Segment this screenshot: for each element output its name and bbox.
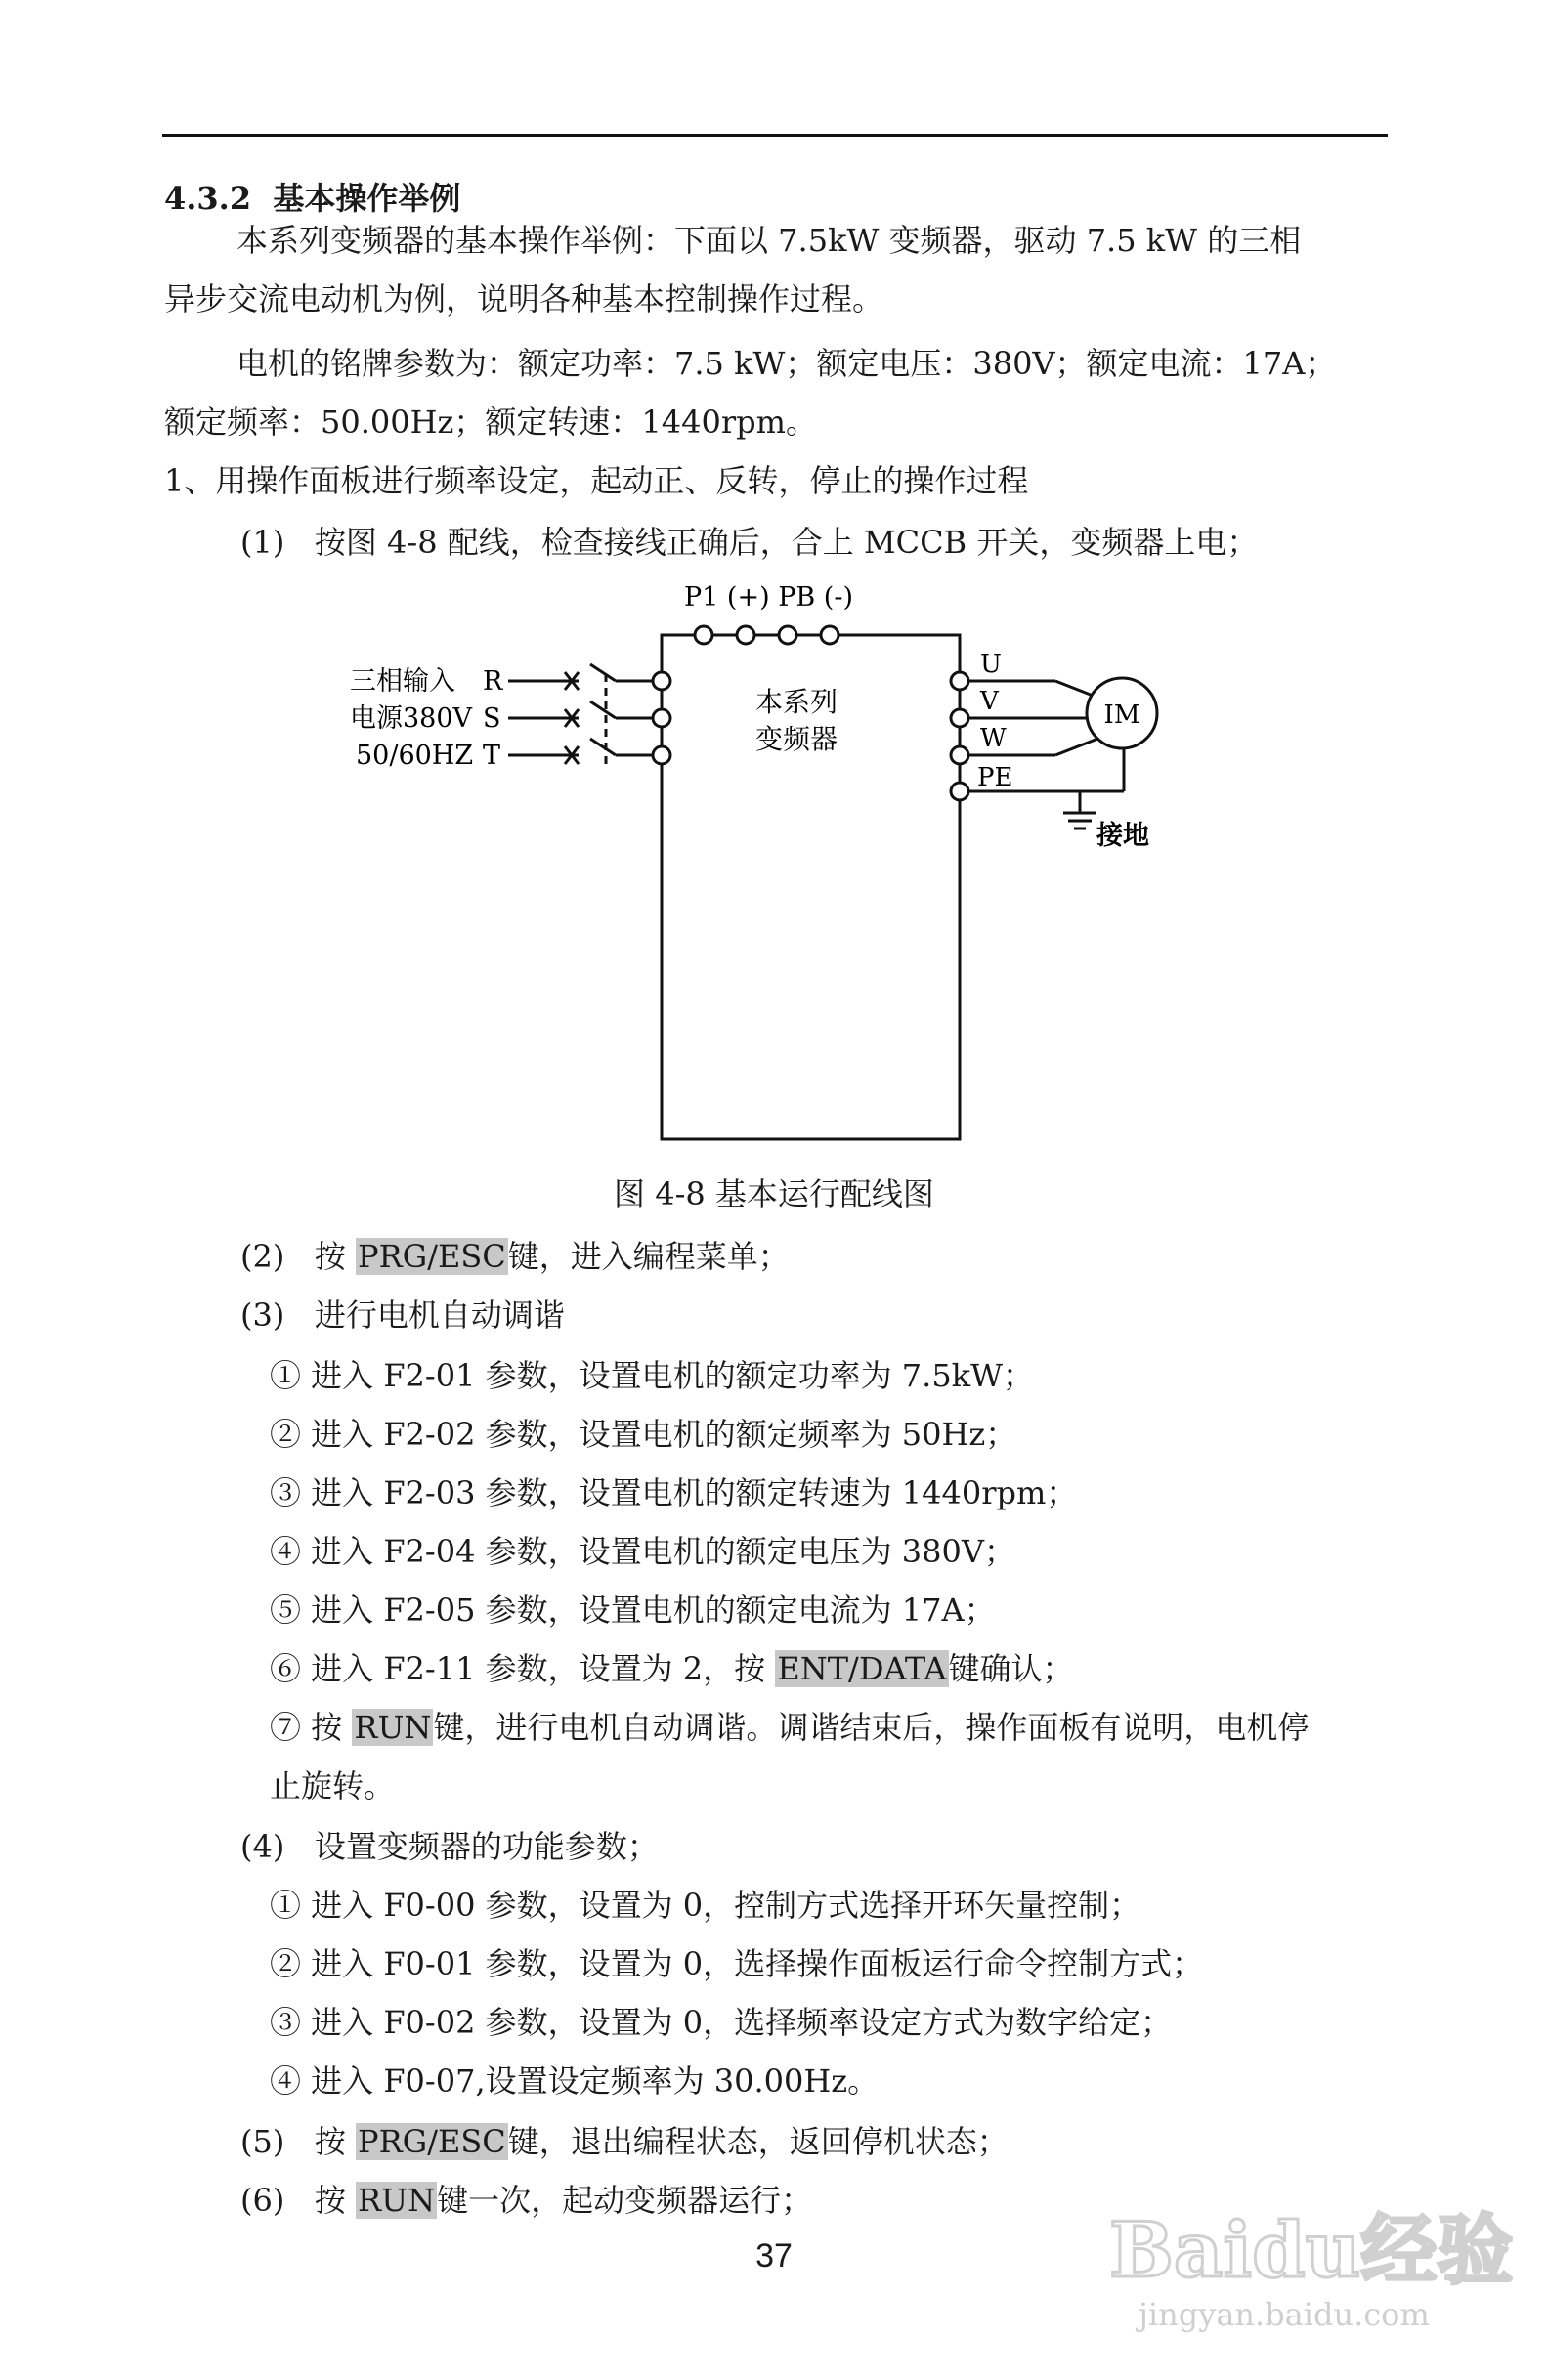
- list-item: [270, 1708, 1309, 1747]
- step-number: (1): [240, 524, 285, 561]
- step-text: 按: [314, 2182, 346, 2219]
- list-item: ③ 进入 F0-02 参数，设置为 0，选择频率设定方式为数字给定；: [270, 2004, 1173, 2041]
- step-number: (5): [240, 2123, 285, 2160]
- out-u-label: U: [980, 650, 1002, 679]
- step-3: [240, 1296, 565, 1335]
- step-text: 键，退出编程状态，返回停机状态；: [507, 2123, 1009, 2160]
- prg-esc-key: PRG/ESC: [358, 1238, 506, 1275]
- step-text: 按图 4-8 配线，检查接线正确后，合上 MCCB 开关，变频器上电；: [314, 524, 1259, 561]
- phase-r-label: R: [483, 666, 503, 697]
- step-text: 按: [314, 2123, 346, 2160]
- terminal-u: [951, 672, 968, 690]
- terminal-t: [653, 746, 670, 764]
- terminal-w: [951, 746, 968, 764]
- run-key: RUN: [354, 1709, 432, 1746]
- step-number: (2): [240, 1238, 285, 1275]
- prg-esc-key: PRG/ESC: [358, 2123, 506, 2160]
- list-item: [270, 1649, 1074, 1688]
- subsection-title: 1、用操作面板进行频率设定，起动正、反转，停止的操作过程: [164, 462, 1029, 499]
- step-text: 键，进入编程菜单；: [507, 1238, 790, 1275]
- list-item: ④ 进入 F2-04 参数，设置电机的额定电压为 380V；: [270, 1533, 1015, 1570]
- out-w-label: W: [980, 724, 1007, 753]
- step-text: ⑥ 进入 F2-11 参数，设置为 2，按: [270, 1650, 766, 1687]
- step-4: [240, 1827, 659, 1866]
- list-item: ① 进入 F0-00 参数，设置为 0，控制方式选择开环矢量控制；: [270, 1887, 1141, 1924]
- out-v-label: V: [980, 687, 999, 716]
- step-text: 键，进行电机自动调谐。调谐结束后，操作面板有说明，电机停: [433, 1709, 1310, 1746]
- step-5: [240, 2122, 1009, 2161]
- intro-line: 异步交流电动机为例，说明各种基本控制操作过程。: [164, 280, 884, 318]
- list-item: ② 进入 F0-01 参数，设置为 0，选择操作面板运行命令控制方式；: [270, 1945, 1204, 1982]
- wiring-diagram: [0, 0, 1548, 1172]
- terminal-s: [653, 709, 670, 727]
- figure-caption: 图 4-8 基本运行配线图: [614, 1175, 934, 1212]
- step-text: 键确认；: [948, 1650, 1074, 1687]
- phase-t-label: T: [483, 741, 501, 771]
- step-text: 设置变频器的功能参数；: [314, 1828, 659, 1865]
- step-text: 按: [314, 1238, 346, 1275]
- list-item-continuation: 止旋转。: [270, 1767, 396, 1805]
- step-number: (6): [240, 2182, 285, 2219]
- intro-line: 额定频率：50.00Hz；额定转速：1440rpm。: [164, 404, 817, 441]
- list-item: ② 进入 F2-02 参数，设置电机的额定频率为 50Hz；: [270, 1416, 1017, 1453]
- motor-label: IM: [1103, 701, 1140, 730]
- intro-line: 本系列变频器的基本操作举例：下面以 7.5kW 变频器，驱动 7.5 kW 的三相: [236, 222, 1302, 259]
- terminal-pb: [779, 626, 796, 644]
- ent-data-key: ENT/DATA: [777, 1650, 947, 1687]
- out-pe-label: PE: [977, 763, 1013, 792]
- step-6: [240, 2181, 812, 2220]
- input-label: 三相输入: [350, 666, 455, 697]
- input-label: 电源380V: [350, 703, 473, 734]
- terminal-pe: [951, 783, 968, 800]
- watermark-brand: Baidu经验: [1109, 2206, 1514, 2295]
- terminal-p1: [695, 626, 712, 644]
- page-number: 37: [755, 2237, 793, 2274]
- list-item: ④ 进入 F0-07,设置设定频率为 30.00Hz。: [270, 2062, 880, 2100]
- ground-label: 接地: [1096, 821, 1149, 851]
- list-item: ③ 进入 F2-03 参数，设置电机的额定转速为 1440rpm；: [270, 1474, 1078, 1511]
- step-text: ⑦ 按: [270, 1709, 343, 1746]
- watermark-url: jingyan.baidu.com: [1139, 2296, 1430, 2333]
- run-key: RUN: [358, 2182, 436, 2219]
- intro-line: 电机的铭牌参数为：额定功率：7.5 kW；额定电压：380V；额定电流：17A；: [236, 345, 1337, 382]
- phase-s-label: S: [483, 703, 501, 734]
- input-label: 50/60HZ: [356, 741, 474, 771]
- step-text: 键一次，起动变频器运行；: [437, 2182, 813, 2219]
- step-text: 进行电机自动调谐: [314, 1296, 565, 1334]
- terminal-minus: [821, 626, 838, 644]
- step-2: [240, 1237, 790, 1276]
- list-item: ⑤ 进入 F2-05 参数，设置电机的额定电流为 17A；: [270, 1592, 996, 1629]
- step-number: (3): [240, 1296, 285, 1334]
- inverter-label: 本系列: [755, 686, 838, 718]
- section-title: 基本操作举例: [273, 180, 461, 217]
- section-number: 4.3.2: [164, 180, 252, 217]
- list-item: ① 进入 F2-01 参数，设置电机的额定功率为 7.5kW；: [270, 1357, 1034, 1394]
- terminal-plus: [737, 626, 754, 644]
- inverter-label: 变频器: [755, 723, 838, 755]
- baidu-watermark: [1109, 2189, 1520, 2345]
- terminal-r: [653, 672, 670, 690]
- step-number: (4): [240, 1828, 285, 1865]
- breaker-mccb: [508, 664, 653, 764]
- top-terminals-label: P1 (+) PB (-): [684, 582, 853, 613]
- terminal-v: [951, 709, 968, 727]
